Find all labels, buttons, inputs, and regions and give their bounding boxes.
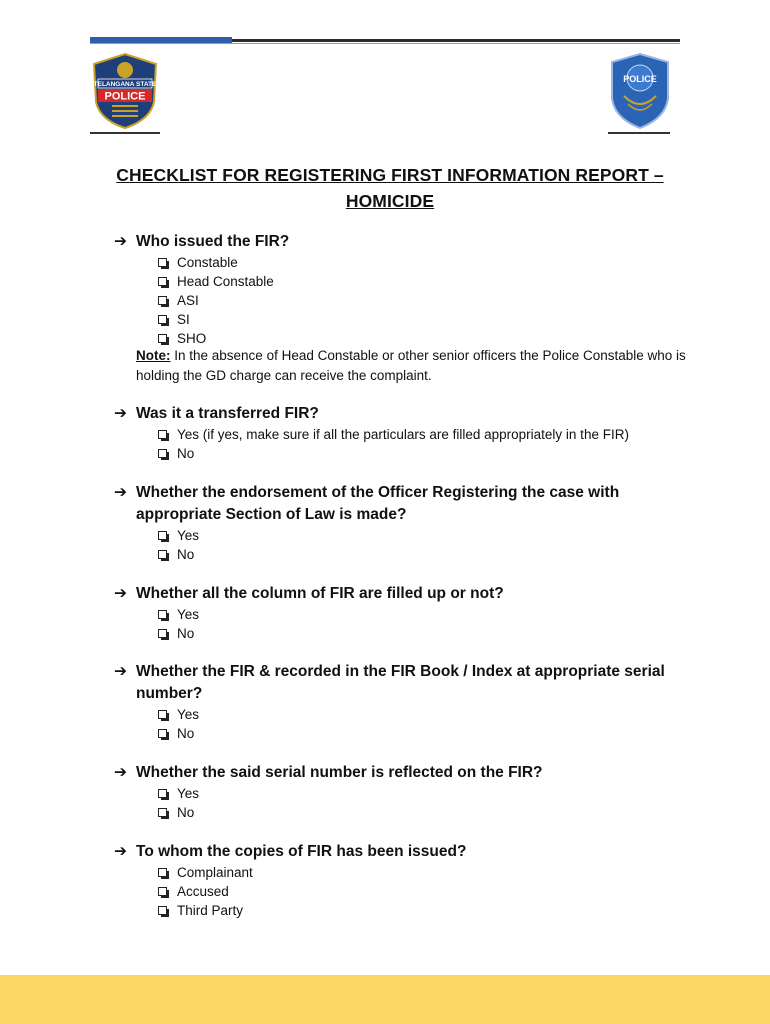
question-4 xyxy=(114,583,694,605)
checkbox-icon[interactable] xyxy=(158,906,167,915)
checkbox-icon[interactable] xyxy=(158,258,167,267)
checkbox-option[interactable]: Yes xyxy=(158,605,199,624)
question-5 xyxy=(114,661,694,705)
question-1-options xyxy=(158,253,274,348)
question-4-options xyxy=(158,605,199,643)
question-1 xyxy=(114,231,694,253)
checkbox-option[interactable]: ASI xyxy=(158,291,274,310)
checkbox-option[interactable]: No xyxy=(158,624,199,643)
question-2-options xyxy=(158,425,629,463)
checkbox-icon[interactable] xyxy=(158,710,167,719)
checkbox-option[interactable]: Head Constable xyxy=(158,272,274,291)
question-text: Whether the FIR & recorded in the FIR Book / Index at appropriate serial number? xyxy=(136,663,665,702)
question-6-options xyxy=(158,784,199,822)
svg-text:POLICE: POLICE xyxy=(104,90,146,103)
checkbox-icon[interactable] xyxy=(158,550,167,559)
checkbox-icon[interactable] xyxy=(158,296,167,305)
arrow-icon: ➔ xyxy=(114,585,127,602)
question-text: Whether the endorsement of the Officer Registering the case with appropriate Section of Law is made? xyxy=(136,484,620,523)
checkbox-icon[interactable] xyxy=(158,789,167,798)
question-text: Whether all the column of FIR are filled up or not? xyxy=(136,585,504,602)
checkbox-icon[interactable] xyxy=(158,277,167,286)
arrow-icon: ➔ xyxy=(114,843,127,860)
logo-underline-right xyxy=(608,132,670,134)
arrow-icon: ➔ xyxy=(114,663,127,680)
checkbox-icon[interactable] xyxy=(158,808,167,817)
checkbox-icon[interactable] xyxy=(158,629,167,638)
svg-text:POLICE: POLICE xyxy=(623,74,657,84)
checkbox-option[interactable]: SHO xyxy=(158,329,274,348)
checkbox-icon[interactable] xyxy=(158,334,167,343)
checkbox-option[interactable]: Yes xyxy=(158,705,199,724)
checkbox-icon[interactable] xyxy=(158,531,167,540)
checkbox-icon[interactable] xyxy=(158,610,167,619)
question-text: Was it a transferred FIR? xyxy=(136,405,319,422)
checkbox-option[interactable]: No xyxy=(158,545,199,564)
checkbox-option[interactable]: Complainant xyxy=(158,863,253,882)
arrow-icon: ➔ xyxy=(114,484,127,501)
question-text: To whom the copies of FIR has been issued? xyxy=(136,843,467,860)
question-6 xyxy=(114,762,694,784)
checkbox-option[interactable]: Yes xyxy=(158,784,199,803)
question-3-options xyxy=(158,526,199,564)
checkbox-option[interactable]: Third Party xyxy=(158,901,253,920)
question-5-options xyxy=(158,705,199,743)
question-2 xyxy=(114,403,694,425)
checkbox-option[interactable]: Yes (if yes, make sure if all the particulars are filled appropriately in the FIR) xyxy=(158,425,629,444)
logo-underline-left xyxy=(90,132,160,134)
question-text: Who issued the FIR? xyxy=(136,233,290,250)
arrow-icon: ➔ xyxy=(114,764,127,781)
checkbox-option[interactable]: No xyxy=(158,803,199,822)
telangana-police-logo xyxy=(90,52,160,135)
checkbox-icon[interactable] xyxy=(158,449,167,458)
checkbox-icon[interactable] xyxy=(158,430,167,439)
arrow-icon: ➔ xyxy=(114,405,127,422)
checkbox-option[interactable]: Constable xyxy=(158,253,274,272)
question-7-options xyxy=(158,863,253,920)
checkbox-icon[interactable] xyxy=(158,315,167,324)
arrow-icon: ➔ xyxy=(114,233,127,250)
header-rule xyxy=(90,37,680,45)
checkbox-option[interactable]: No xyxy=(158,444,629,463)
note-label: Note: xyxy=(136,348,171,363)
question-3 xyxy=(114,482,694,526)
checkbox-icon[interactable] xyxy=(158,887,167,896)
checkbox-icon[interactable] xyxy=(158,729,167,738)
checkbox-icon[interactable] xyxy=(158,868,167,877)
checkbox-option[interactable]: No xyxy=(158,724,199,743)
checkbox-option[interactable]: SI xyxy=(158,310,274,329)
checkbox-option[interactable]: Yes xyxy=(158,526,199,545)
checkbox-option[interactable]: Accused xyxy=(158,882,253,901)
question-7 xyxy=(114,841,694,863)
page-title: CHECKLIST FOR REGISTERING FIRST INFORMATION REPORT – HOMICIDE xyxy=(116,165,664,211)
note-text: Note: In the absence of Head Constable or other senior officers the Police Constable who is holding the GD charge can receive the complaint. xyxy=(136,348,686,383)
police-crest-logo xyxy=(608,52,672,135)
question-text: Whether the said serial number is reflected on the FIR? xyxy=(136,764,543,781)
svg-text:TELANGANA STATE: TELANGANA STATE xyxy=(93,81,157,88)
footer-band xyxy=(0,975,770,1024)
